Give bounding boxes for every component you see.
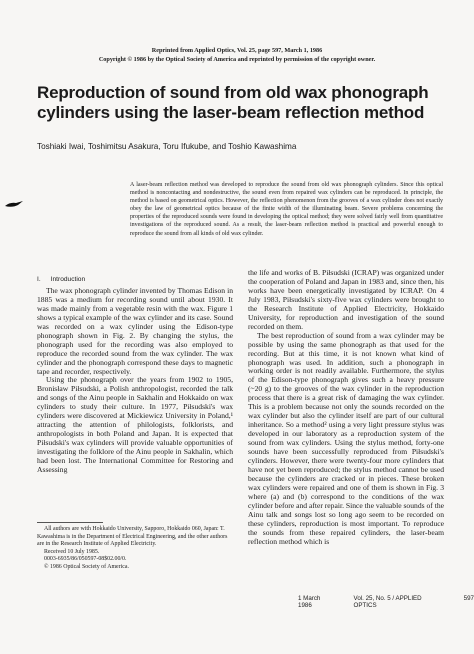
copyright-line: Copyright © 1986 by the Optical Society of America and reprinted by permission of the copyright owner. [98, 55, 376, 63]
footnote-divider [37, 522, 103, 523]
section-title: Introduction [50, 276, 86, 283]
footer-date: 1 March 1986 [298, 595, 321, 609]
author-list: Toshiaki Iwai, Toshimitsu Asakura, Toru Ifukube, and Toshio Kawashima [37, 142, 297, 151]
received-date: Received 10 July 1985. [44, 548, 100, 555]
paragraph: The wax phonograph cylinder invented by Thomas Edison in 1885 was a medium for recording sound until about 1930. It was made mainly from a vegetable resin with the wax. Figure 1 shows a typical example of the wax cylinder and its case. Sound was recorded on a wax cylinder using the Edison-type phonograph shown in Fig. 2. By changing the stylus, the phonograph used for the recording was also employed to reproduce the recorded sound from the wax cylinder. The wax cylinder and the phonograph correspond these days to magnetic tape and recorder, respectively. [37, 285, 233, 376]
margin-mark-icon [4, 201, 24, 209]
footnote [37, 526, 231, 572]
copyright-note: © 1986 Optical Society of America. [44, 563, 129, 570]
reprint-line-1: Reprinted from Applied Optics, Vol. 25, page 597, March 1, 1986 [151, 47, 323, 54]
paragraph: The best reproduction of sound from a wax cylinder may be possible by using the same phonograph as that used for the recording. But at this time, it is not known what kind of phonograph was used. In addition, such a phonograph in working order is not readily available. Furthermore, the stylus of the Edison-type phonograph gives such a heavy pressure (~20 g) to the grooves of the wax cylinder in the reproduction process that there is a great risk of damaging the wax cylinder. This is a problem because not only the sounds recorded on the wax cylinder but also the cylinder itself are part of our cultural inheritance. So a method² using a very light pressure stylus was developed in our laboratory as a reproduction system of the sound from wax cylinders. Using the stylus method, forty-one sounds have been successfully reproduced from Piłsudski's cylinders. However, there were twenty-four more cylinders that have not yet been reproduced; the stylus method cannot be used because the cylinders are cracked or in pieces. These broken wax cylinders were repaired and one of them is shown in Fig. 3 where (a) and (b) correspond to the conditions of the wax cylinder before and after repair. Since the valuable sounds of the Ainu talk and songs lost so long ago seem to be recorded on these cylinders, reproduction is most important. To reproduce the sounds from these repaired cylinders, the laser-beam reflection method which is [248, 330, 444, 546]
section-number: I. [37, 276, 41, 283]
page-footer [298, 595, 474, 609]
section-heading [37, 276, 233, 285]
abstract: A laser-beam reflection method was developed to reproduce the sound from old wax phonograph cylinders. Since this optical method is noncontacting and nondestructive, the sound even from repaired wax cylinders can be reproduced. In principle, the method is based on geometrical optics. However, the reflection phenomenon from the grooves of a wax cylinder does not exactly obey the law of geometrical optics because of the finite width of the illuminating beam. Severe problems concerning the properties of the reproduced sounds were found in developing the optical method; they were solved fairly well from quantitative investigations of the reproduced sound. As a result, the laser-beam reflection method is practical and powerful enough to reproduce the sound from all kinds of old wax cylinder. [130, 182, 443, 237]
affiliation-note: All authors are with Hokkaido University, Sapporo, Hokkaido 060, Japan: T. Kawashima is in the Department of Electrical Engineering, and the other authors are in the Research Institute of Applied Electricity. [37, 526, 228, 548]
paper-title: Reproduction of sound from old wax phonograph cylinders using the laser-beam reflection method [37, 83, 429, 122]
paragraph: the life and works of B. Piłsudski (ICRAP) was organized under the cooperation of Poland and Japan in 1983 and, since then, his works have been energetically investigated by ICRAP. On 4 July 1983, Piłsudski's sixty-five wax cylinders were brought to the Research Institute of Applied Electricity, Hokkaido University, for reproduction and investigation of the sound recorded on them. [248, 268, 444, 331]
paragraph: Using the phonograph over the years from 1902 to 1905, Bronisław Piłsudski, a Polish anthropologist, recorded the talk and songs of the Ainu people in Sakhalin and Hokkaido on wax cylinders to study their culture. In 1977, Piłsudski's wax cylinders were discovered at Mickiewicz University in Poland,¹ attracting the attention of philologists, folklorists, and anthropologists in both Poland and Japan. It is expected that Piłsudski's wax cylinders will provide valuable opportunities of investigating the folklore of the Ainu people in Sakhalin, which had been lost. The International Committee for Restoring and Assessing [37, 375, 233, 475]
code-number: 0003-6935/86/050597-08$02.00/0. [44, 556, 127, 563]
right-column [248, 269, 444, 547]
reprint-notice [0, 47, 474, 64]
left-column [37, 276, 233, 475]
page-number: 597 [463, 595, 474, 602]
footer-journal: Vol. 25, No. 5 / APPLIED OPTICS [353, 595, 422, 609]
